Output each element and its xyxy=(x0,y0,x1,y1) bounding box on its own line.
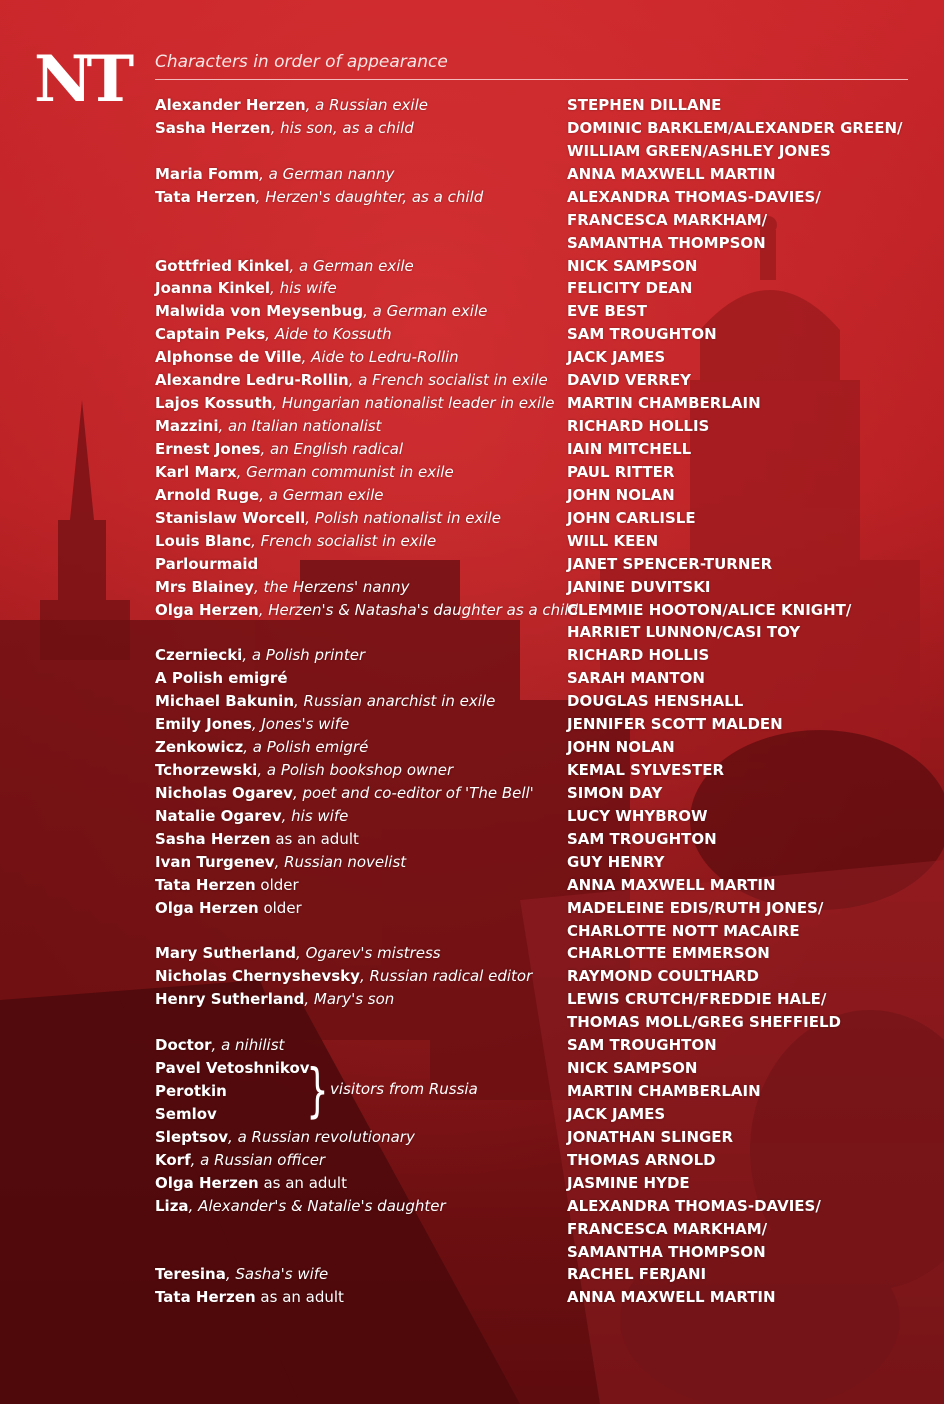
character-description: , Mary's son xyxy=(304,990,395,1009)
character-description: , an English radical xyxy=(260,439,404,458)
cast-row xyxy=(0,186,944,209)
cast-row xyxy=(0,1126,944,1149)
actor-name: WILLIAM GREEN/ASHLEY JONES xyxy=(567,141,831,160)
actor-name: IAIN MITCHELL xyxy=(567,439,692,458)
character-name: Parlourmaid xyxy=(155,554,259,573)
actor-name: MADELEINE EDIS/RUTH JONES/ xyxy=(567,898,824,917)
character-description: as an adult xyxy=(270,829,359,848)
character-name: Maria Fomm xyxy=(155,164,260,183)
cast-row xyxy=(0,1011,944,1034)
character xyxy=(155,96,428,115)
character-description: , a Polish printer xyxy=(242,646,366,665)
character-name: A Polish emigré xyxy=(155,669,288,688)
character-name: Czerniecki xyxy=(155,646,243,665)
character xyxy=(155,1036,284,1055)
character xyxy=(155,807,348,826)
character xyxy=(155,876,299,895)
character xyxy=(155,944,441,963)
character-name: Teresina xyxy=(155,1265,226,1284)
actor-name: KEMAL SYLVESTER xyxy=(567,761,725,779)
character-name: Tata Herzen xyxy=(155,1288,256,1307)
cast-row xyxy=(0,782,944,805)
character xyxy=(155,1288,344,1307)
actor-name: MARTIN CHAMBERLAIN xyxy=(567,394,761,413)
actor-name: JACK JAMES xyxy=(567,1104,666,1123)
actor-name: GUY HENRY xyxy=(567,852,665,871)
cast-row xyxy=(0,874,944,897)
character xyxy=(155,669,288,688)
character-name: Olga Herzen xyxy=(155,898,259,917)
brace-note: visitors from Russia xyxy=(330,1080,478,1098)
character xyxy=(155,394,554,413)
character xyxy=(155,967,532,986)
character-name: Nicholas Chernyshevsky xyxy=(155,967,360,986)
character-description: , a French socialist in exile xyxy=(348,371,548,390)
cast-row xyxy=(0,828,944,851)
character-description: , a German exile xyxy=(363,302,488,321)
character-name: Mazzini xyxy=(155,417,219,435)
character xyxy=(155,119,414,138)
character-name: Stanislaw Worcell xyxy=(155,508,306,527)
character xyxy=(155,784,534,803)
character-name: Korf xyxy=(155,1150,191,1169)
character-name: Louis Blanc xyxy=(155,531,252,550)
actor-name: RAYMOND COULTHARD xyxy=(567,967,759,986)
actor-name: NICK SAMPSON xyxy=(567,256,698,275)
cast-row xyxy=(0,988,944,1011)
character xyxy=(155,692,495,711)
character-description: , an Italian nationalist xyxy=(218,417,382,435)
actor-name: SARAH MANTON xyxy=(567,669,705,688)
character xyxy=(155,646,365,665)
actor-name: PAUL RITTER xyxy=(567,462,675,481)
character xyxy=(155,1105,217,1124)
cast-row xyxy=(0,438,944,461)
cast-row xyxy=(0,1241,944,1264)
actor-name: CHARLOTTE NOTT MACAIRE xyxy=(567,921,800,940)
cast-row xyxy=(0,690,944,713)
actor-name: WILL KEEN xyxy=(567,531,659,550)
cast-row xyxy=(0,300,944,323)
character xyxy=(155,761,453,780)
character xyxy=(155,853,406,872)
cast-row xyxy=(0,713,944,736)
actor-name: SAM TROUGHTON xyxy=(567,829,717,848)
character xyxy=(155,165,394,184)
character-description: , a Russian exile xyxy=(305,96,428,114)
actor-name: JANINE DUVITSKI xyxy=(567,577,711,596)
cast-row xyxy=(0,1286,944,1309)
cast-row xyxy=(0,1195,944,1218)
character-description: , a Polish emigré xyxy=(243,738,369,756)
cast-row xyxy=(0,117,944,140)
cast-row xyxy=(0,323,944,346)
actor-name: RACHEL FERJANI xyxy=(567,1265,707,1284)
actor-name: DOMINIC BARKLEM/ALEXANDER GREEN/ xyxy=(567,118,903,137)
actor-name: CLEMMIE HOOTON/ALICE KNIGHT/ xyxy=(567,600,852,619)
character-name: Joanna Kinkel xyxy=(155,279,271,298)
character xyxy=(155,1082,227,1101)
character xyxy=(155,509,501,528)
cast-row xyxy=(0,484,944,507)
actor-name: JASMINE HYDE xyxy=(567,1173,690,1192)
character xyxy=(155,830,359,849)
character-description: , a Polish bookshop owner xyxy=(257,761,454,779)
character-name: Natalie Ogarev xyxy=(155,806,282,825)
character xyxy=(155,302,487,321)
actor-name: MARTIN CHAMBERLAIN xyxy=(567,1082,761,1100)
cast-row xyxy=(0,163,944,186)
cast-row xyxy=(0,759,944,782)
character-description: , his wife xyxy=(270,279,337,298)
character-description: , Russian novelist xyxy=(274,852,407,871)
character-name: Sasha Herzen xyxy=(155,829,271,848)
cast-row xyxy=(0,897,944,920)
cast-row xyxy=(0,369,944,392)
character xyxy=(155,990,394,1009)
cast-row xyxy=(0,1218,944,1241)
cast-row xyxy=(0,965,944,988)
character-name: Lajos Kossuth xyxy=(155,394,273,413)
character-name: Perotkin xyxy=(155,1082,227,1100)
character-description: , Sasha's wife xyxy=(225,1265,329,1284)
actor-name: FELICITY DEAN xyxy=(567,279,693,298)
character-name: Zenkowicz xyxy=(155,738,244,756)
actor-name: ALEXANDRA THOMAS-DAVIES/ xyxy=(567,187,821,206)
actor-name: CHARLOTTE EMMERSON xyxy=(567,944,770,963)
cast-row xyxy=(0,599,944,622)
cast-row xyxy=(0,140,944,163)
character-description: , a German exile xyxy=(259,485,384,504)
character-description: , a German nanny xyxy=(259,164,395,183)
cast-row xyxy=(0,507,944,530)
actor-name: JANET SPENCER-TURNER xyxy=(567,554,773,573)
actor-name: STEPHEN DILLANE xyxy=(567,96,722,114)
character-description: , Hungarian nationalist leader in exile xyxy=(272,394,555,413)
character xyxy=(155,371,548,390)
actor-name: SIMON DAY xyxy=(567,783,663,802)
actor-name: SAM TROUGHTON xyxy=(567,325,717,344)
actor-name: ANNA MAXWELL MARTIN xyxy=(567,164,776,183)
page-heading: Characters in order of appearance xyxy=(155,52,448,72)
right-brace-icon: } xyxy=(306,1056,329,1124)
character-description: , his wife xyxy=(281,806,349,825)
cast-row xyxy=(0,1057,944,1080)
character-description: , the Herzens' nanny xyxy=(253,577,410,596)
character-name: Alexander Herzen xyxy=(155,96,306,114)
actor-name: HARRIET LUNNON/CASI TOY xyxy=(567,623,801,642)
character xyxy=(155,325,392,344)
character-description: , a German exile xyxy=(289,256,414,275)
character-name: Pavel Vetoshnikov xyxy=(155,1059,310,1078)
actor-name: THOMAS ARNOLD xyxy=(567,1150,716,1169)
character-name: Sleptsov xyxy=(155,1127,229,1146)
character-description: , Ogarev's mistress xyxy=(296,944,441,963)
character-name: Karl Marx xyxy=(155,462,237,481)
character xyxy=(155,417,381,436)
character-name: Malwida von Meysenbug xyxy=(155,302,364,321)
character-description: , Aide to Ledru-Rollin xyxy=(301,348,459,367)
character xyxy=(155,348,459,367)
cast-row xyxy=(0,1263,944,1286)
character-name: Semlov xyxy=(155,1104,217,1123)
character-description: as an adult xyxy=(255,1288,344,1307)
character xyxy=(155,257,414,276)
character-description: , Herzen's daughter, as a child xyxy=(255,187,484,206)
character-description: older xyxy=(258,898,302,917)
character-name: Mary Sutherland xyxy=(155,944,297,963)
character-description: , a nihilist xyxy=(211,1036,285,1055)
character-name: Arnold Ruge xyxy=(155,485,260,504)
character-description: as an adult xyxy=(258,1173,347,1192)
character-name: Mrs Blainey xyxy=(155,577,254,596)
actor-name: NICK SAMPSON xyxy=(567,1059,698,1078)
character xyxy=(155,578,409,597)
actor-name: EVE BEST xyxy=(567,302,648,321)
cast-row xyxy=(0,851,944,874)
cast-row xyxy=(0,277,944,300)
character-description: , Herzen's & Natasha's daughter as a child xyxy=(258,600,579,619)
character xyxy=(155,555,258,574)
character-name: Ernest Jones xyxy=(155,439,261,458)
actor-name: JOHN CARLISLE xyxy=(567,508,696,527)
actor-name: ANNA MAXWELL MARTIN xyxy=(567,1288,776,1307)
character xyxy=(155,188,483,207)
actor-name: FRANCESCA MARKHAM/ xyxy=(567,1219,768,1238)
character-name: Tata Herzen xyxy=(155,187,256,206)
actor-name: JONATHAN SLINGER xyxy=(567,1127,734,1146)
cast-row xyxy=(0,644,944,667)
heading-divider xyxy=(155,79,908,80)
cast-row xyxy=(0,1103,944,1126)
character-name: Doctor xyxy=(155,1036,212,1055)
character-description: , Jones's wife xyxy=(251,715,350,734)
character-name: Ivan Turgenev xyxy=(155,852,275,871)
character-name: Gottfried Kinkel xyxy=(155,256,290,275)
character xyxy=(155,279,337,298)
character-description: , Alexander's & Natalie's daughter xyxy=(188,1196,446,1215)
cast-row xyxy=(0,1149,944,1172)
cast-row xyxy=(0,1172,944,1195)
character xyxy=(155,440,403,459)
character xyxy=(155,463,454,482)
actor-name: SAMANTHA THOMPSON xyxy=(567,233,766,252)
character-name: Alphonse de Ville xyxy=(155,348,302,367)
character xyxy=(155,1174,347,1193)
character-description: , Aide to Kossuth xyxy=(265,325,392,344)
character-description: , his son, as a child xyxy=(270,118,414,137)
character-name: Tchorzewski xyxy=(155,761,258,779)
cast-row xyxy=(0,553,944,576)
cast-row xyxy=(0,942,944,965)
character-description: , Russian radical editor xyxy=(359,967,533,986)
actor-name: ANNA MAXWELL MARTIN xyxy=(567,875,776,894)
character xyxy=(155,899,302,918)
cast-row xyxy=(0,392,944,415)
actor-name: DOUGLAS HENSHALL xyxy=(567,692,744,711)
character-name: Alexandre Ledru-Rollin xyxy=(155,371,349,390)
character-name: Sasha Herzen xyxy=(155,118,271,137)
nt-logo: NT xyxy=(34,42,129,117)
actor-name: JOHN NOLAN xyxy=(567,485,675,504)
actor-name: LUCY WHYBROW xyxy=(567,806,708,825)
cast-row xyxy=(0,530,944,553)
cast-row xyxy=(0,255,944,278)
character-description: older xyxy=(255,875,299,894)
actor-name: LEWIS CRUTCH/FREDDIE HALE/ xyxy=(567,990,827,1009)
character-name: Henry Sutherland xyxy=(155,990,305,1009)
character xyxy=(155,1265,328,1284)
character xyxy=(155,738,368,757)
cast-row xyxy=(0,346,944,369)
cast-row xyxy=(0,1034,944,1057)
character-description: , a Russian officer xyxy=(190,1150,326,1169)
character-description: , Russian anarchist in exile xyxy=(294,692,496,711)
character xyxy=(155,601,578,620)
actor-name: ALEXANDRA THOMAS-DAVIES/ xyxy=(567,1196,821,1215)
cast-row xyxy=(0,621,944,644)
character-name: Olga Herzen xyxy=(155,600,259,619)
actor-name: SAM TROUGHTON xyxy=(567,1036,717,1055)
actor-name: SAMANTHA THOMPSON xyxy=(567,1242,766,1261)
cast-row xyxy=(0,232,944,255)
character-name: Liza xyxy=(155,1196,189,1215)
cast-row xyxy=(0,461,944,484)
character-name: Captain Peks xyxy=(155,325,266,344)
cast-row xyxy=(0,667,944,690)
character xyxy=(155,1151,325,1170)
character-name: Tata Herzen xyxy=(155,875,256,894)
actor-name: DAVID VERREY xyxy=(567,371,691,390)
character-name: Nicholas Ogarev xyxy=(155,783,293,802)
character-name: Michael Bakunin xyxy=(155,692,295,711)
cast-row xyxy=(0,805,944,828)
character-description: , a Russian revolutionary xyxy=(228,1127,415,1146)
character xyxy=(155,1128,415,1147)
character xyxy=(155,486,384,505)
actor-name: FRANCESCA MARKHAM/ xyxy=(567,210,768,229)
character-name: Olga Herzen xyxy=(155,1173,259,1192)
cast-row xyxy=(0,920,944,943)
character xyxy=(155,1197,446,1216)
cast-row xyxy=(0,94,944,117)
character xyxy=(155,715,349,734)
character-description: , Polish nationalist in exile xyxy=(305,508,501,527)
character-name: Emily Jones xyxy=(155,715,252,734)
character xyxy=(155,532,436,551)
cast-row xyxy=(0,736,944,759)
cast-row xyxy=(0,209,944,232)
actor-name: JOHN NOLAN xyxy=(567,738,675,756)
actor-name: JENNIFER SCOTT MALDEN xyxy=(567,715,783,734)
character-description: , poet and co-editor of 'The Bell' xyxy=(292,783,534,802)
character-description: , German communist in exile xyxy=(236,462,454,481)
actor-name: THOMAS MOLL/GREG SHEFFIELD xyxy=(567,1013,841,1032)
character xyxy=(155,1059,310,1078)
cast-row xyxy=(0,415,944,438)
actor-name: RICHARD HOLLIS xyxy=(567,417,710,435)
character-description: , French socialist in exile xyxy=(251,531,437,550)
actor-name: RICHARD HOLLIS xyxy=(567,646,710,665)
cast-row xyxy=(0,576,944,599)
actor-name: JACK JAMES xyxy=(567,348,666,367)
